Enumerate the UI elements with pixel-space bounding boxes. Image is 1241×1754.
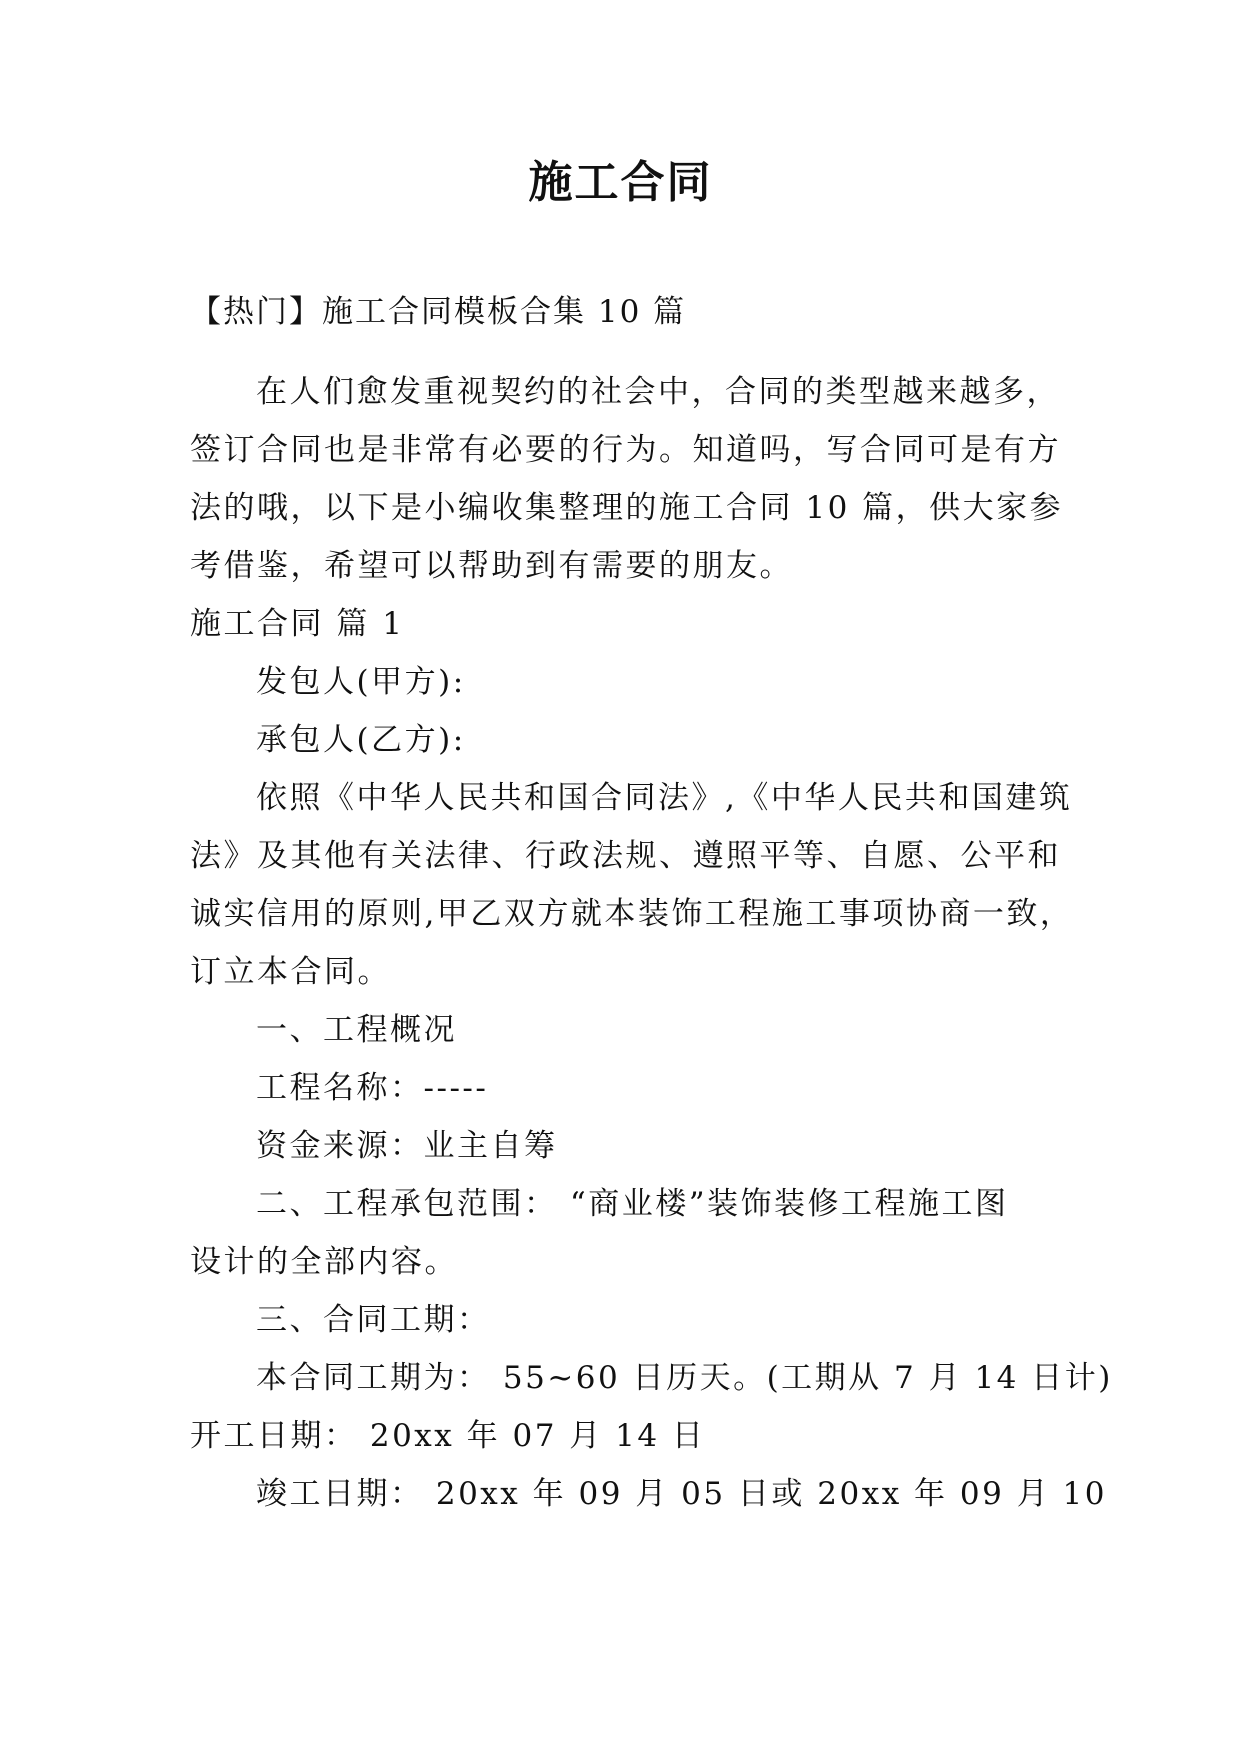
paragraph-line: 工程名称：----- [256,1070,489,1106]
document-title: 施工合同 [528,157,713,208]
paragraph-line: 考借鉴，希望可以帮助到有需要的朋友。 [190,548,793,584]
paragraph-line: 设计的全部内容。 [190,1244,458,1280]
paragraph-line: 诚实信用的原则,甲乙双方就本装饰工程施工事项协商一致， [190,896,1074,932]
paragraph-line: 发包人(甲方): [256,664,466,700]
paragraph-line: 依照《中华人民共和国合同法》,《中华人民共和国建筑 [256,780,1073,816]
paragraph-line: 承包人(乙方): [256,722,466,758]
paragraph-line: 二、工程承包范围： “商业楼”装饰装修工程施工图 [256,1186,1009,1222]
paragraph-line: 一、工程概况 [256,1012,457,1048]
paragraph-line: 资金来源：业主自筹 [256,1128,558,1164]
paragraph-line: 三、合同工期： [256,1302,491,1338]
paragraph-line: 签订合同也是非常有必要的行为。知道吗，写合同可是有方 [190,432,1061,468]
paragraph-line: 订立本合同。 [190,954,391,990]
paragraph-line: 开工日期： 20xx 年 07 月 14 日 [190,1418,706,1454]
document-subtitle: 【热门】施工合同模板合集 10 篇 [190,294,687,330]
paragraph-line: 本合同工期为： 55~60 日历天。(工期从 7 月 14 日计) [256,1360,1113,1396]
paragraph-line: 竣工日期： 20xx 年 09 月 05 日或 20xx 年 09 月 10 [256,1476,1108,1512]
section-heading: 施工合同 篇 1 [190,606,405,642]
paragraph-line: 法》及其他有关法律、行政法规、遵照平等、自愿、公平和 [190,838,1061,874]
paragraph-line: 法的哦，以下是小编收集整理的施工合同 10 篇，供大家参 [190,490,1064,526]
paragraph-line: 在人们愈发重视契约的社会中，合同的类型越来越多， [256,374,1060,410]
